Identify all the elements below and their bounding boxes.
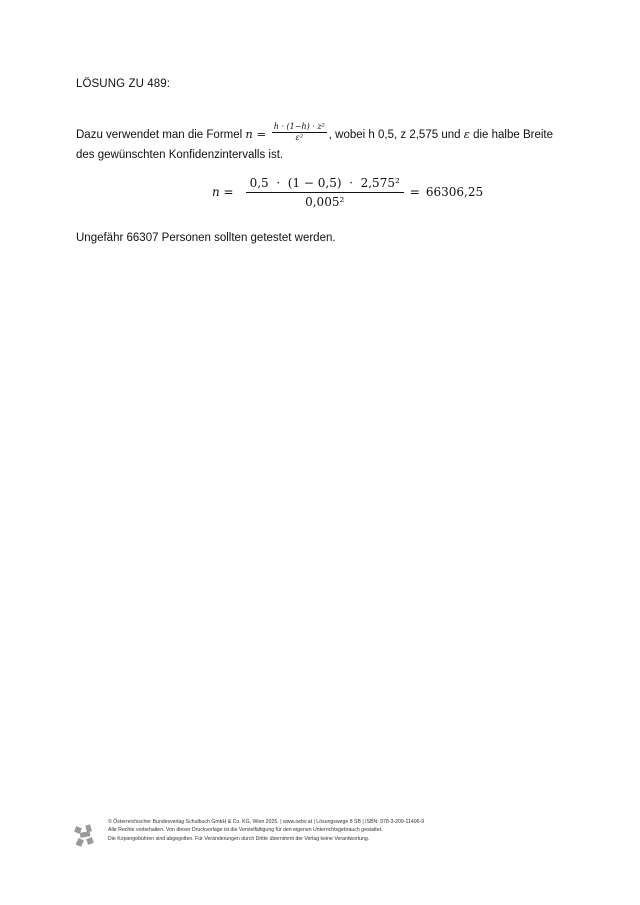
paragraph-text-after: die halbe Breite des gewünschten Konfidenzintervalls ist. bbox=[76, 129, 553, 162]
formula-denominator: 0,005² bbox=[305, 194, 345, 209]
formula-numerator: 0,5 · (1 − 0,5) · 2,575² bbox=[246, 176, 404, 193]
inline-fraction-numerator: h · (1−h) · z² bbox=[273, 122, 325, 132]
variable-epsilon: ε bbox=[463, 127, 470, 141]
footer-line-3: Die Kopiergebühren sind abgegolten. Für Veränderungen durch Dritte übernimmt der Verlag keine Verantwortung. bbox=[108, 835, 370, 842]
page-title: LÖSUNG ZU 489: bbox=[76, 78, 171, 90]
conclusion-paragraph: Ungefähr 66307 Personen sollten getestet werden. bbox=[76, 232, 336, 244]
formula-fraction bbox=[246, 176, 404, 209]
variable-n: n bbox=[245, 127, 253, 141]
formula-result: 66306,25 bbox=[425, 185, 484, 199]
paragraph-text-middle: , wobei h 0,5, z 2,575 und bbox=[328, 129, 464, 141]
display-formula bbox=[212, 172, 483, 212]
equals-sign: = bbox=[252, 127, 270, 141]
footer-line-2: Alle Rechte vorbehalten. Von dieser Druckvorlage ist die Vervielfältigung für den eigenen Unterrichtsgebrauch gestattet. bbox=[108, 827, 383, 834]
footer-legal-text bbox=[108, 818, 424, 843]
footer-line-1: © Österreichischer Bundesverlag Schulbuch GmbH & Co. KG, Wien 2025. | www.oebv.at | Lösungswege 8 SB | ISBN: 978-3-209-11496-9 bbox=[108, 819, 425, 825]
inline-formula-fraction bbox=[272, 122, 327, 143]
paragraph-text-before: Dazu verwendet man die Formel bbox=[76, 129, 246, 141]
oebv-logo-icon bbox=[72, 822, 98, 848]
explanation-paragraph bbox=[76, 124, 566, 165]
inline-fraction-denominator: ε² bbox=[295, 133, 304, 143]
formula-lhs: n = bbox=[212, 185, 234, 199]
formula-equals: = bbox=[409, 185, 420, 199]
page-footer bbox=[72, 818, 592, 852]
